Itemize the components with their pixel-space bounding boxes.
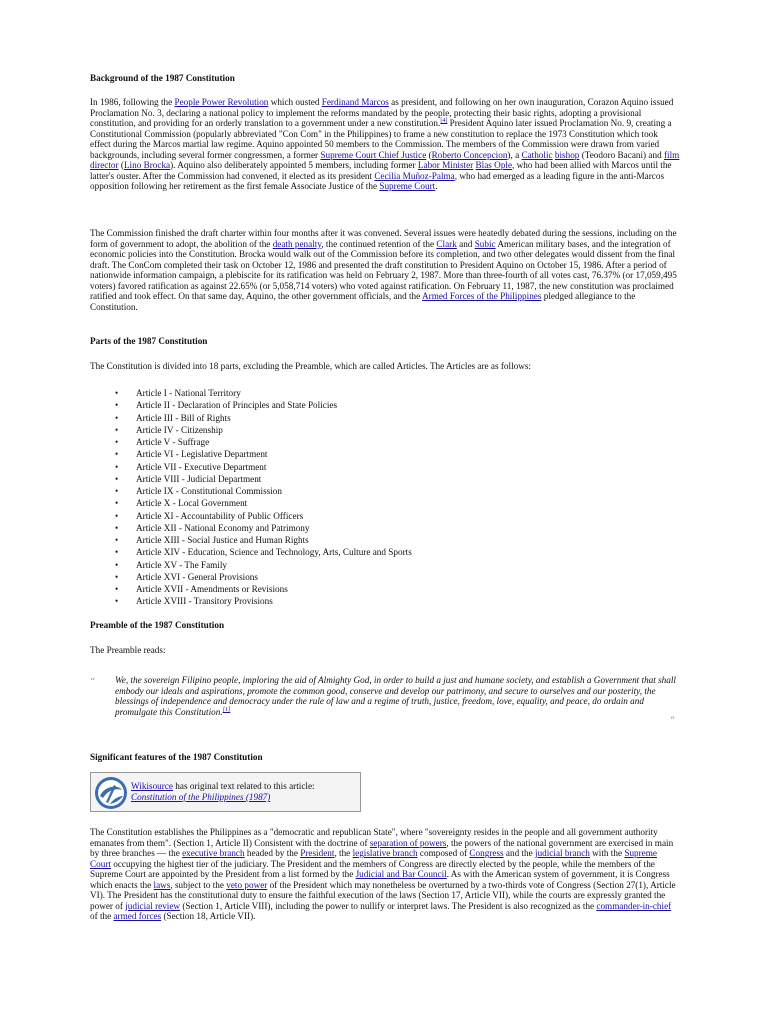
article-label: Article II - Declaration of Principles and State Policies — [136, 400, 338, 411]
list-item — [90, 436, 680, 448]
link-labor-minister[interactable]: Labor Minister — [417, 160, 474, 170]
list-item — [90, 595, 680, 607]
bullet-icon: • — [115, 486, 119, 496]
link-people-power-revolution[interactable]: People Power Revolution — [174, 97, 269, 107]
link-separation-of-powers[interactable]: separation of powers — [369, 837, 447, 848]
bullet-icon: • — [115, 388, 119, 398]
article-label: Article XI - Accountability of Public Officers — [136, 510, 304, 521]
bullet-icon: • — [115, 547, 119, 558]
bullet-icon: • — [115, 596, 119, 607]
article-label: Article IV - Citizenship — [136, 424, 223, 435]
open-quote-mark: “ — [90, 677, 96, 688]
link-armed-forces-of-the-philippines[interactable]: Armed Forces of the Philippines — [422, 291, 542, 301]
background-heading: Background of the 1987 Constitution — [90, 73, 235, 83]
link-supreme-court-chief-justice[interactable]: Supreme Court Chief Justice — [320, 149, 427, 160]
link-veto-power[interactable]: veto power — [226, 879, 268, 890]
article-label: Article V - Suffrage — [136, 437, 210, 447]
background-section — [90, 72, 680, 84]
bullet-icon: • — [115, 449, 119, 460]
bullet-icon: • — [115, 400, 119, 411]
article-label: Article XIII - Social Justice and Human Rights — [136, 535, 309, 545]
link-armed-forces[interactable]: armed forces — [113, 911, 162, 921]
bullet-icon: • — [115, 535, 119, 545]
link-clark[interactable]: Clark — [436, 238, 457, 249]
bullet-icon: • — [115, 559, 119, 570]
bullet-icon: • — [115, 498, 119, 509]
article-label: Article XVIII - Transitory Provisions — [136, 596, 273, 607]
preamble-heading: Preamble of the 1987 Constitution — [90, 620, 225, 630]
article-label: Article XVII - Amendments or Revisions — [136, 584, 288, 594]
bullet-icon: • — [115, 473, 119, 484]
preamble-quote: We, the sovereign Filipino people, imploring the aid of Almighty God, in order to build a just and humane society, and establish a Government that shall embody our ideals and aspirations, promote the common good, conserve and develop our patrimony, and secure to ourselves and our posterity, the blessings of independence and democracy under the rule of law and a regime of truth, justice, freedom, love, equality, and peace, do ordain and promulgate this Constitution.[1] — [115, 675, 676, 717]
bullet-icon: • — [115, 424, 119, 435]
link-blas-ople[interactable]: Blas Ople — [475, 160, 513, 170]
list-item — [90, 497, 680, 509]
wikisource-text: Wikisource has original text related to this article: Constitution of the Philippines (1987) — [131, 781, 315, 802]
link-judicial-review[interactable]: judicial review — [125, 900, 181, 911]
article-label: Article I - National Territory — [136, 388, 241, 398]
list-item — [90, 473, 680, 485]
list-item — [90, 546, 680, 558]
list-item — [90, 559, 680, 571]
link-constitution-of-the-philippines-1987[interactable]: Constitution of the Philippines (1987) — [131, 792, 271, 802]
bullet-icon: • — [115, 510, 119, 521]
article-label: Article IX - Constitutional Commission — [136, 486, 282, 496]
link-commander-in-chief[interactable]: commander-in-chief — [596, 900, 672, 911]
link-cecilia-munoz-palma[interactable]: Cecilia Muñoz-Palma — [374, 170, 455, 181]
preamble-intro: The Preamble reads: — [90, 645, 166, 655]
features-heading: Significant features of the 1987 Constitution — [90, 752, 263, 762]
bullet-icon: • — [115, 571, 119, 582]
link-supreme-court-2[interactable]: Supreme Court — [90, 848, 657, 869]
link-supreme-court[interactable]: Supreme Court — [379, 181, 436, 191]
list-item — [90, 412, 680, 424]
citation-1[interactable]: [1] — [222, 706, 231, 713]
list-item — [90, 448, 680, 460]
wikisource-logo-icon — [94, 776, 128, 810]
bullet-icon: • — [115, 437, 119, 447]
articles-list-container — [90, 387, 680, 608]
list-item — [90, 583, 680, 595]
bullet-icon: • — [115, 584, 119, 594]
list-item — [90, 522, 680, 534]
link-wikisource[interactable]: Wikisource — [131, 781, 173, 791]
parts-section — [90, 335, 680, 347]
article-label: Article XII - National Economy and Patrimony — [136, 522, 310, 533]
bullet-icon: • — [115, 412, 119, 423]
link-ferdinand-marcos[interactable]: Ferdinand Marcos — [321, 97, 389, 107]
parts-heading: Parts of the 1987 Constitution — [90, 336, 208, 346]
link-congress[interactable]: Congress — [469, 848, 504, 858]
link-catholic[interactable]: Catholic — [521, 149, 553, 160]
link-subic[interactable]: Subic — [474, 238, 496, 249]
list-item — [90, 399, 680, 411]
list-item — [90, 387, 680, 399]
link-death-penalty[interactable]: death penalty — [272, 238, 322, 249]
list-item — [90, 571, 680, 583]
list-item — [90, 461, 680, 473]
link-bishop[interactable]: bishop — [554, 149, 580, 160]
citation-4[interactable]: [4] — [440, 117, 448, 124]
background-paragraph-1: In 1986, following the People Power Revolution which ousted Ferdinand Marcos as president, and following on her own inauguration, Corazon Aquino issued Proclamation No. 3, declaring a national policy to implement the reforms mandated by the people, protecting their basic rights, adopting a provisional constitution, and providing for an orderly translation to a government under a new constitution.[4] President Aquino later issued Proclamation No. 9, creating a Constitutional Commission (popularly abbreviated "Con Com" in the Philippines) to frame a new constitution to replace the 1973 Constitution which took effect during the Marcos martial law regime. Aquino appointed 50 members to the Commission. The members of the Commission were drawn from varied backgrounds, including several former congressmen, a former Supreme Court Chief Justice (Roberto Concepcion), a Catholic bishop (Teodoro Bacani) and film director (Lino Brocka). Aquino also deliberately appointed 5 members, including former Labor Minister Blas Ople, who had been allied with Marcos until the latter's ouster. After the Commission had convened, it elected as its president Cecilia Muñoz-Palma, who had emerged as a leading figure in the anti-Marcos opposition following her retirement as the first female Associate Justice of the Supreme Court. — [90, 97, 680, 191]
features-section — [90, 751, 680, 763]
list-item — [90, 510, 680, 522]
bullet-icon: • — [115, 522, 119, 533]
article-label: Article III - Bill of Rights — [136, 412, 231, 423]
article-label: Article XIV - Education, Science and Technology, Arts, Culture and Sports — [136, 547, 412, 558]
background-paragraph-2: The Commission finished the draft charter within four months after it was convened. Several issues were heatedly debated during the sessions, including on the form of government to adopt, the abolition of the death penalty, the continued retention of the Clark and Subic American military bases, and the integration of economic policies into the Constitution. Brocka would walk out of the Commission before its completion, and two other delegates would dissent from the final draft. The ConCom completed their task on October 12, 1986 and presented the draft constitution to President Aquino on October 15, 1986. After a period of nationwide information campaign, a plebiscite for its ratification was held on February 2, 1987. More than three-fourth of all votes cast, 76.37% (or 17,059,495 voters) favored ratification as against 22.65% (or 5,058,714 voters) who voted against ratification. On February 11, 1987, the new constitution was proclaimed ratified and took effect. On that same day, Aquino, the other government officials, and the Armed Forces of the Philippines pledged allegiance to the Constitution. — [90, 228, 677, 312]
close-quote-mark: ” — [670, 716, 676, 727]
preamble-section — [90, 619, 680, 631]
link-president[interactable]: President — [300, 848, 335, 858]
bullet-icon: • — [115, 461, 119, 472]
link-executive-branch[interactable]: executive branch — [182, 848, 245, 858]
article-label: Article VIII - Judicial Department — [136, 473, 262, 484]
articles-list — [90, 387, 680, 608]
link-roberto-concepcion[interactable]: Roberto Concepcion — [431, 149, 508, 160]
parts-intro: The Constitution is divided into 18 parts, excluding the Preamble, which are called Articles. The Articles are as follows: — [90, 361, 531, 371]
link-judicial-and-bar-council[interactable]: Judicial and Bar Council — [355, 869, 447, 879]
article-label: Article X - Local Government — [136, 498, 248, 509]
article-label: Article XVI - General Provisions — [136, 571, 258, 582]
list-item — [90, 485, 680, 497]
link-film-director[interactable]: film director — [90, 149, 680, 170]
article-label: Article VI - Legislative Department — [136, 449, 268, 460]
article-label: Article VII - Executive Department — [136, 461, 267, 472]
list-item — [90, 424, 680, 436]
wikisource-box — [90, 772, 361, 812]
list-item — [90, 534, 680, 546]
link-laws[interactable]: laws — [153, 879, 171, 890]
features-paragraph-1: The Constitution establishes the Philippines as a "democratic and republican State", where "sovereignty resides in the people and all government authority emanates from them". (Section 1, Article II) Consistent with the doctrine of separation of powers, the powers of the national government are exercised in main by three branches — the executive branch headed by the President, the legislative branch composed of Congress and the judicial branch with the Supreme Court occupying the highest tier of the judiciary. The President and the members of Congress are directly elected by the people, while the members of the Supreme Court are appointed by the President from a list formed by the Judicial and Bar Council. As with the American system of government, it is Congress which enacts the laws, subject to the veto power of the President which may nonetheless be overturned by a two-thirds vote of Congress (Section 27(1), Article VI). The President has the constitutional duty to ensure the faithful execution of the laws (Section 17, Article VII), while the courts are expressly granted the power of judicial review (Section 1, Article VIII), including the power to nullify or interpret laws. The President is also recognized as the commander-in-chief of the armed forces (Section 18, Article VII). — [90, 827, 676, 921]
link-legislative-branch[interactable]: legislative branch — [352, 848, 418, 858]
link-judicial-branch[interactable]: judicial branch — [535, 848, 590, 858]
article-label: Article XV - The Family — [136, 559, 228, 570]
link-lino-brocka[interactable]: Lino Brocka — [123, 160, 171, 170]
